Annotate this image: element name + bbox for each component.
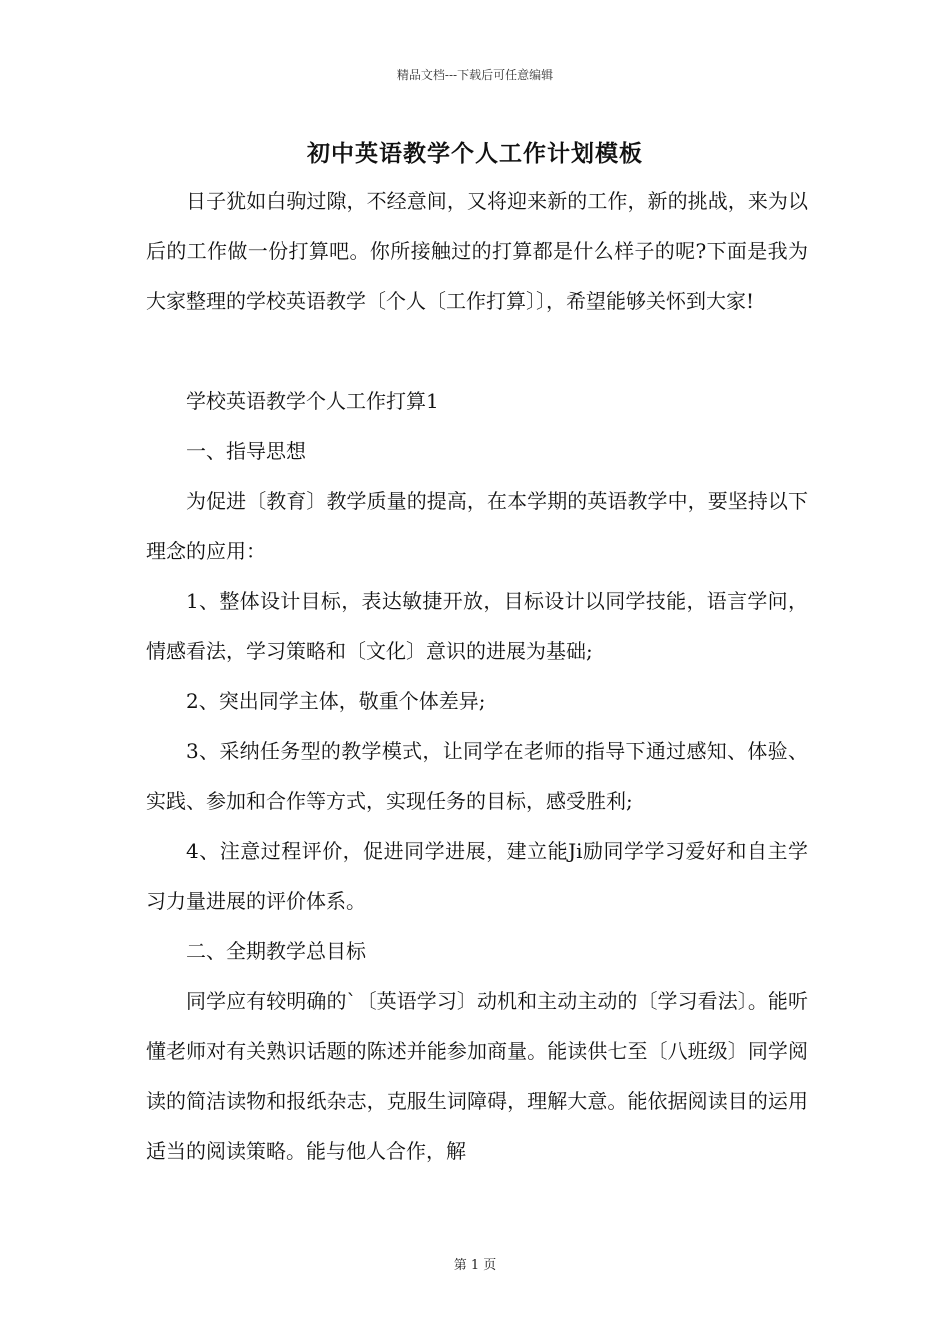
document-body — [146, 176, 808, 1176]
list-item: 3、采纳任务型的教学模式，让同学在老师的指导下通过感知、体验、实践、参加和合作等方式，实现任务的目标，感受胜利; — [146, 739, 808, 813]
document-title: 初中英语教学个人工作计划模板 — [307, 140, 643, 167]
list-item: 2、突出同学主体，敬重个体差异; — [186, 689, 486, 713]
body-paragraph: 为促进〔教育〕教学质量的提高，在本学期的英语教学中，要坚持以下理念的应用： — [146, 489, 808, 563]
intro-paragraph: 日子犹如白驹过隙，不经意间，又将迎来新的工作，新的挑战，来为以后的工作做一份打算吧。你所接触过的打算都是什么样子的呢?下面是我为大家整理的学校英语教学〔个人〔工作打算〕〕，希望能够关怀到大家! — [146, 189, 808, 313]
subheading-guiding-thought: 一、指导思想 — [186, 439, 306, 463]
page-number: 第 1 页 — [453, 1258, 497, 1273]
subheading-overall-goal: 二、全期教学总目标 — [186, 939, 366, 963]
body-paragraph: 同学应有较明确的`〔英语学习〕动机和主动主动的〔学习看法〕。能听懂老师对有关熟识话题的陈述并能参加商量。能读供七至〔八班级〕同学阅读的简洁读物和报纸杂志，克服生词障碍，理解大意。能依据阅读目的运用适当的阅读策略。能与他人合作，解 — [146, 989, 808, 1163]
header-note: 精品文档---下载后可任意编辑 — [396, 68, 554, 82]
list-item: 4、注意过程评价，促进同学进展，建立能Ji励同学学习爱好和自主学习力量进展的评价体系。 — [146, 839, 808, 913]
section-heading: 学校英语教学个人工作打算1 — [186, 389, 439, 413]
list-item: 1、整体设计目标，表达敏捷开放，目标设计以同学技能，语言学问，情感看法，学习策略和〔文化〕意识的进展为基础; — [146, 589, 808, 663]
blank-line — [146, 326, 808, 376]
